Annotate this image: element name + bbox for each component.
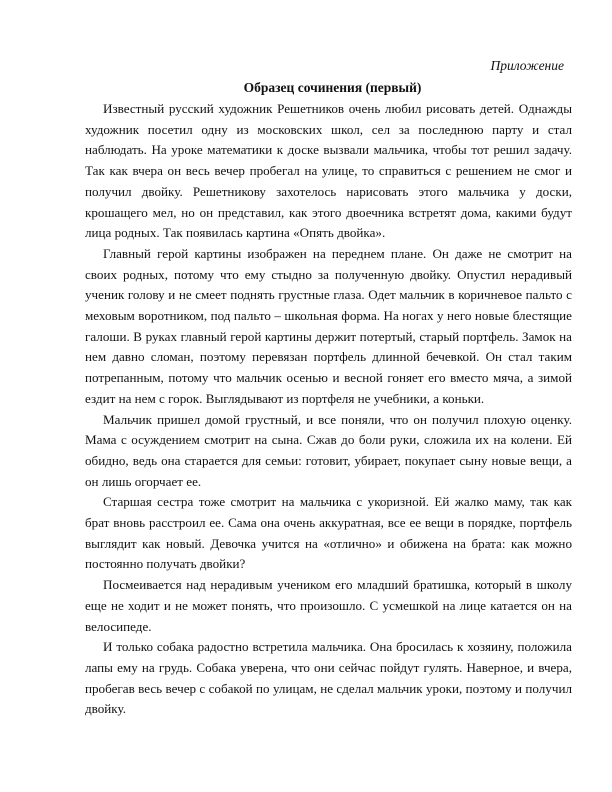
paragraph: И только собака радостно встретила мальчика. Она бросилась к хозяину, положила лапы ему на грудь. Собака уверена, что они сейчас пойдут гулять. Наверное, и вчера, пробегав весь вечер с собакой по улицам, не сделал мальчик уроки, поэтому и получил двойку. bbox=[85, 639, 572, 717]
paragraph: Главный герой картины изображен на переднем плане. Он даже не смотрит на своих родных, потому что ему стыдно за полученную двойку. Опустил нерадивый ученик голову и не смеет поднять грустные глаза. Одет мальчик в коричневое пальто с меховым воротником, под пальто – школьная форма. На ногах у него новые блестящие галоши. В руках главный герой картины держит потертый, старый портфель. Замок на нем давно сломан, поэтому перевязан портфель длинной бечевкой. Он стал таким потрепанным, потому что мальчик осенью и весной гоняет его вместо мяча, а зимой ездит на нем с горок. Выглядывают из портфеля не учебники, а коньки. bbox=[85, 245, 572, 406]
paragraph: Посмеивается над нерадивым учеником его младший братишка, который в школу еще не ходит и не может понять, что произошло. С усмешкой на лице катается он на велосипеде. bbox=[85, 577, 572, 634]
document-page bbox=[85, 56, 572, 720]
paragraph: Старшая сестра тоже смотрит на мальчика с укоризной. Ей жалко маму, так как брат вновь расстроил ее. Сама она очень аккуратная, все ее вещи в порядке, портфель выглядит как новый. Девочка учится на «отлично» и обижена на брата: как можно постоянно получать двойки? bbox=[85, 494, 572, 572]
paragraph: Известный русский художник Решетников очень любил рисовать детей. Однажды художник посетил одну из московских школ, сел за последнюю парту и стал наблюдать. На уроке математики к доске вызвали мальчика, чтобы тот решил задачу. Так как вчера он весь вечер пробегал на улице, то справиться с решением не смог и получил двойку. Решетникову захотелось нарисовать этого мальчика у доски, крошащего мел, но он представил, как этого двоечника встретят дома, какими будут лица родных. Так появилась картина «Опять двойка». bbox=[85, 101, 572, 241]
document-title: Образец сочинения (первый) bbox=[243, 80, 422, 95]
appendix-label: Приложение bbox=[490, 58, 564, 73]
paragraph: Мальчик пришел домой грустный, и все поняли, что он получил плохую оценку. Мама с осуждением смотрит на сына. Сжав до боли руки, сложила их на колени. Ей обидно, ведь она старается для семьи: готовит, убирает, покупает сыну новые вещи, а он лишь огорчает ее. bbox=[85, 411, 572, 489]
